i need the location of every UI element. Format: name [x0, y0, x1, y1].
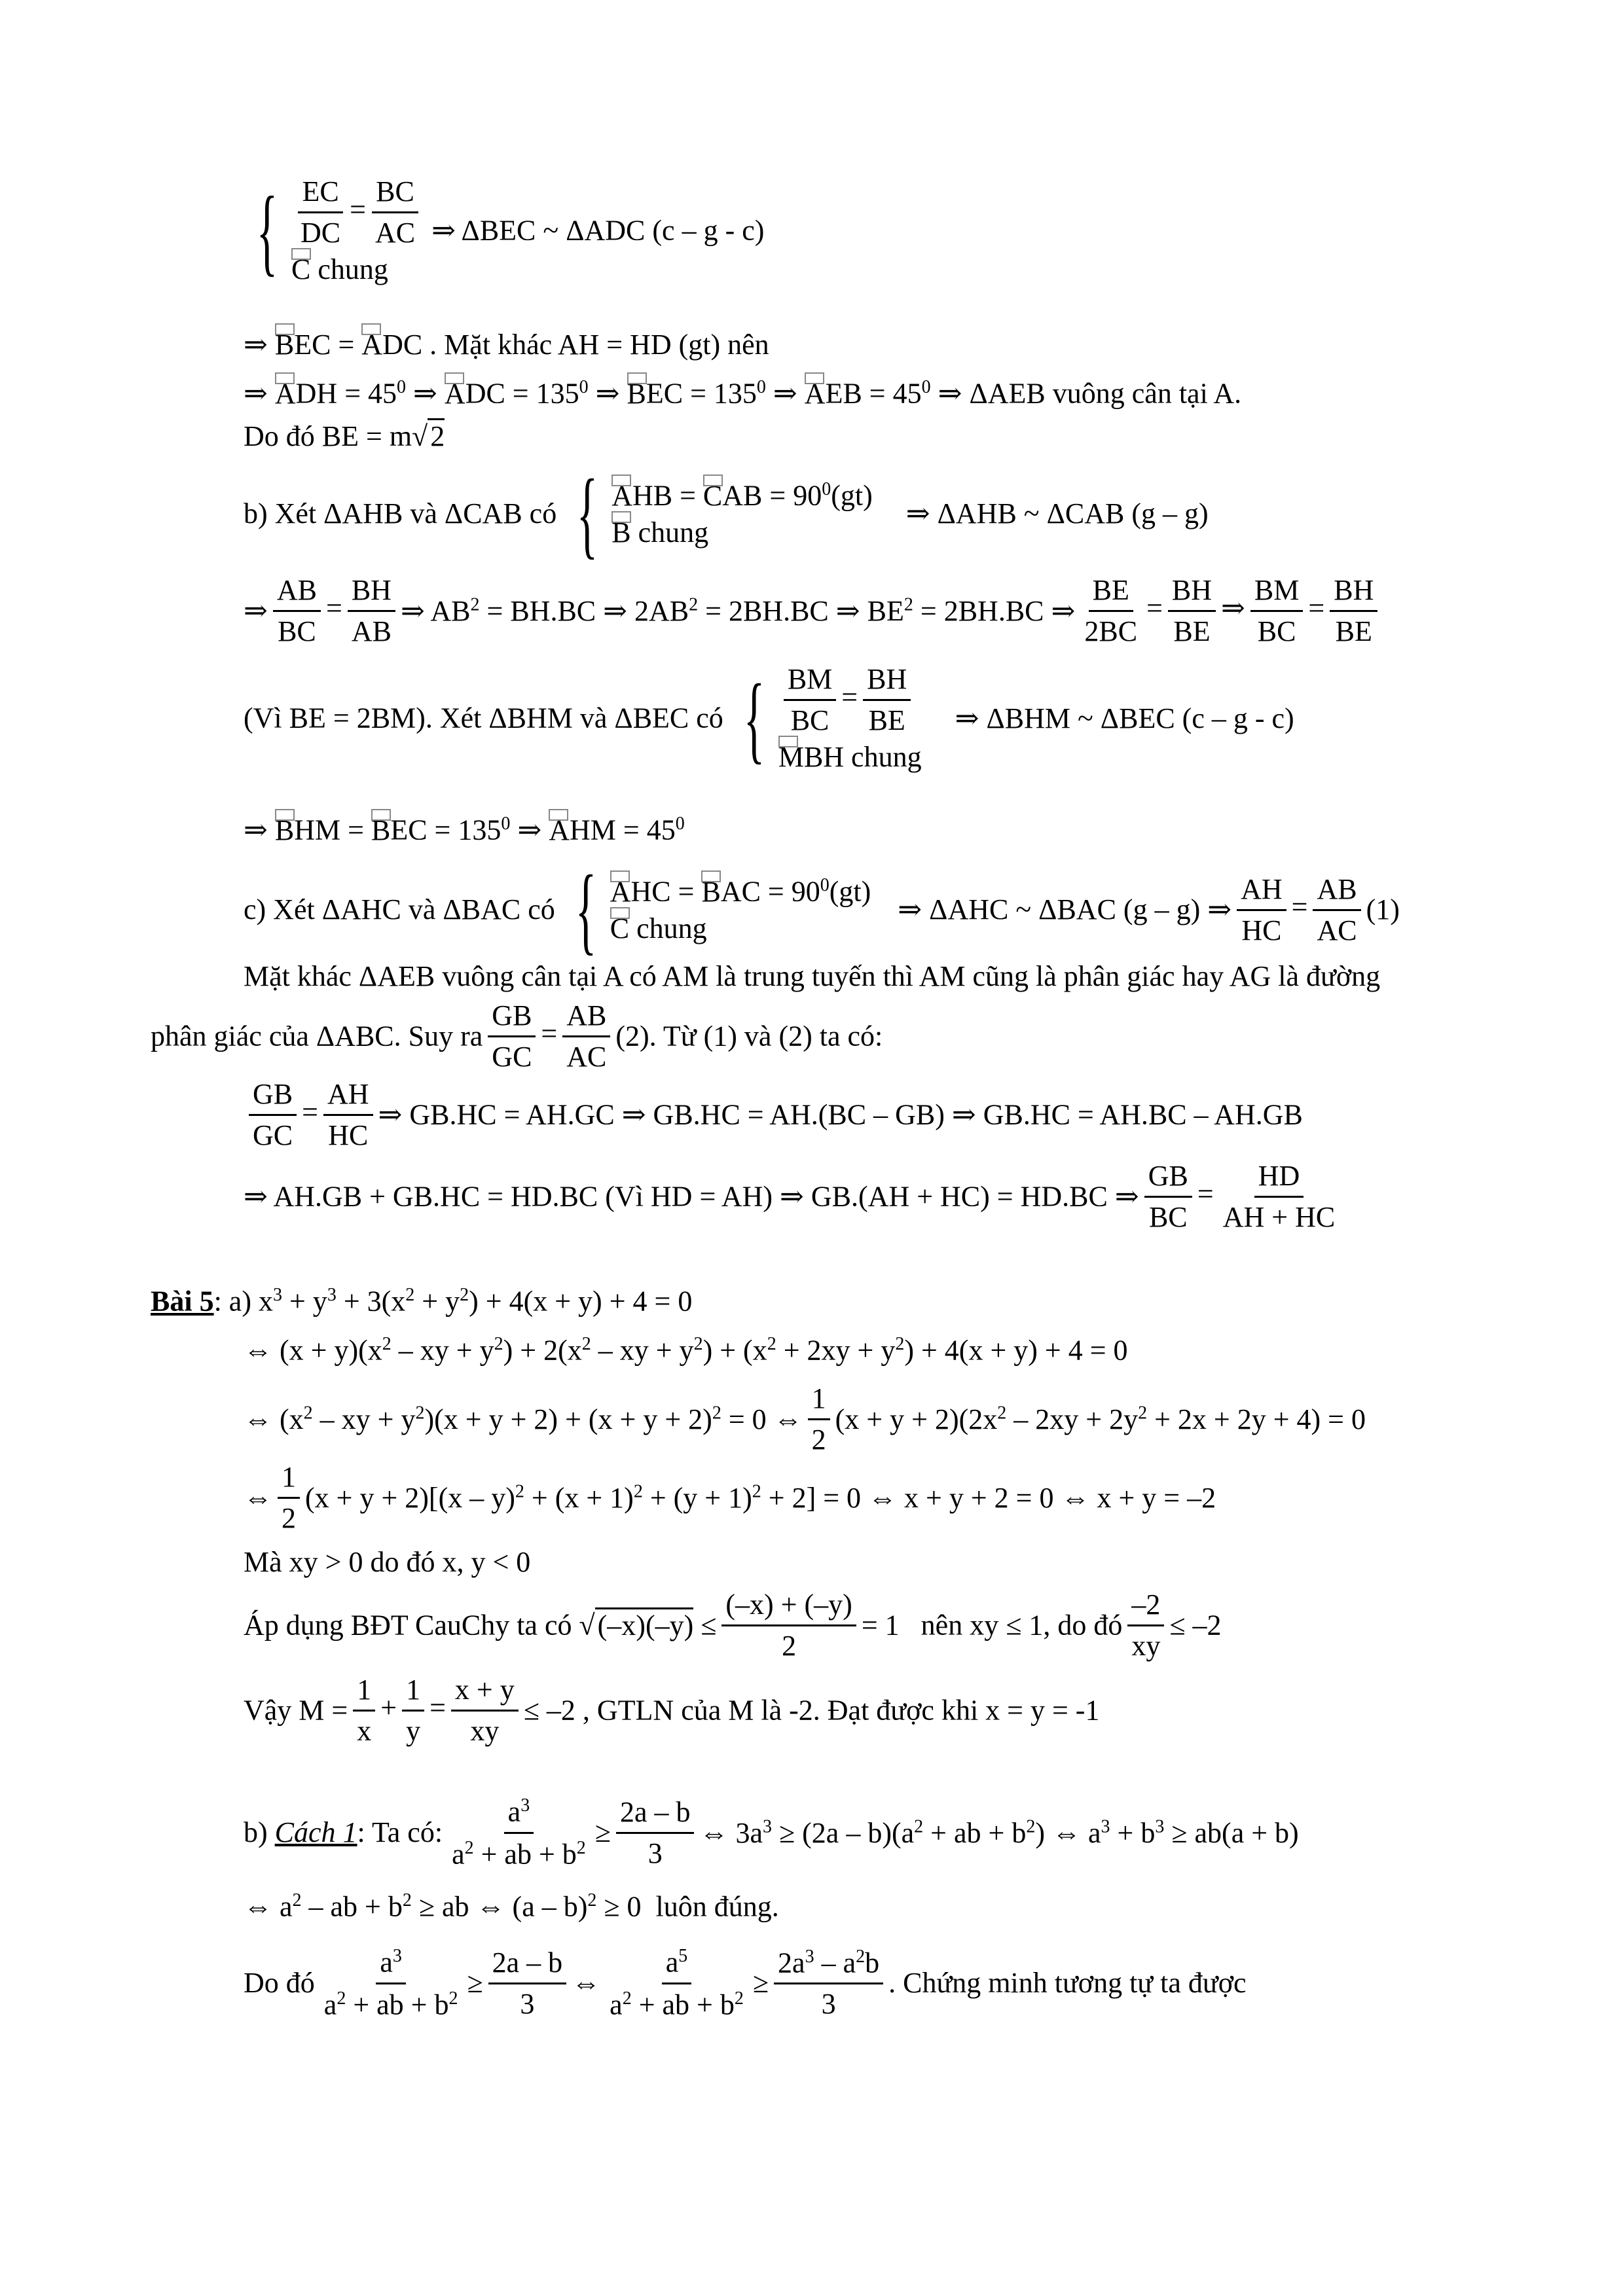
- line-10: Mặt khác ΔAEB vuông cân tại A có AM là trung tuyến thì AM cũng là phân giác hay AG là đường: [244, 960, 1381, 992]
- brace: {: [256, 176, 278, 285]
- line-5: b) Xét ΔAHB và ΔCAB có { AHB = CAB = $90^0(gt)$ B chung ⇒ ΔAHB ~ ΔCAB (g – g): [244, 459, 1209, 568]
- line-3: ⇒ ADH = $45^0$ ⇒ ADC = $135^0$ ⇒ BEC = $135^0$ ⇒ AEB = $45^0$ ⇒ ΔAEB vuông cân tại A.: [244, 377, 1242, 410]
- line-20: Vậy M = $\frac{1}{x}$ + $\frac{1}{y}$ = $\frac{x + y}{xy}$ ≤ –2 , GTLN của M là -2. Đạt được khi x = y = -1: [244, 1674, 1100, 1747]
- line-7: (Vì BE = 2BM). Xét ΔBHM và ΔBEC có { $\frac{BM}{BC}$ = $\frac{BH}{BE}$ MBH chung ⇒ ΔBHM ~ ΔBEC (c – g - c): [244, 663, 1294, 773]
- line-17: ⇔ $\frac{1}{2}$ $(x + y + 2)[(x - y)^2 + (x + 1)^2 + (y + 1)^2 + 2] = 0$ ⇔ x + y + 2 = 0 ⇔ x + y = –2: [244, 1461, 1216, 1534]
- line-21: b) Cách 1: Ta có: $\frac{a^3}{a^2 + ab + b^2}$ ≥ $\frac{2a - b}{3}$ ⇔ $3a^3 \ge (2a - b)(a^2$ + ab + $b^2$) ⇔ $a^3 + b^3 \ge ab(a + b)$: [244, 1795, 1299, 1871]
- line-2: ⇒ BEC = ADC . Mặt khác AH = HD (gt) nên: [244, 329, 769, 361]
- system: $\frac{EC}{DC}$ = $\frac{BC}{AC}$ C chung: [291, 173, 424, 288]
- line-22: ⇔ $a^2$ – ab + $b^2$ ≥ ab ⇔ (a – b)$^2$ ≥ 0 luôn đúng.: [244, 1890, 779, 1923]
- line-19: Áp dụng BĐT CauChy ta có √(–x)(–y) ≤ $\frac{(-x) + (-y)}{2}$ = 1 nên xy ≤ 1, do đó $\frac{-2}{xy}$ ≤ –2: [244, 1588, 1222, 1662]
- line-1: { $\frac{EC}{DC}$ = $\frac{BC}{AC}$ C chung ⇒ ΔBEC ~ ΔADC (c – g - c): [244, 173, 764, 288]
- line-16: ⇔ ($x^2$ – xy + $y^2)(x + y + 2) + (x + y + 2)^2 = 0$ ⇔ $\frac{1}{2}$ $(x + y + 2)(2x^2 - 2xy + 2y^2 + 2x + 2y + 4) = 0$: [244, 1382, 1366, 1456]
- line-4: Do đó BE = m√2: [244, 422, 445, 451]
- line-13: ⇒ AH.GB + GB.HC = HD.BC (Vì HD = AH) ⇒ GB.(AH + HC) = HD.BC ⇒ $\frac{GB}{BC}$ = $\frac{HD}{AH + HC}$: [244, 1160, 1336, 1233]
- line-8: ⇒ BHM = BEC = $135^0$ ⇒ AHM = $45^0$: [244, 814, 685, 846]
- line-11: phân giác của ΔABC. Suy ra $\frac{GB}{GC}$ = $\frac{AB}{AC}$ (2). Từ (1) và (2) ta có:: [151, 999, 883, 1073]
- line-9: c) Xét ΔAHC và ΔBAC có { AHC = BAC = $90^0(gt)$ C chung ⇒ ΔAHC ~ ΔBAC (g – g) ⇒ $\frac{AH}{HC}$ = $\frac{AB}{AC}$ (1): [244, 855, 1400, 964]
- line-23: Do đó $\frac{a^3}{a^2 + ab + b^2}$ ≥ $\frac{2a - b}{3}$ ⇔ $\frac{a^5}{a^2 + ab + b^2}$ ≥ $\frac{2a^3 - a^2b}{3}$ . Chứng minh tương tự ta được: [244, 1946, 1247, 2021]
- line-6: ⇒ $\frac{AB}{BC}$ = $\frac{BH}{AB}$ ⇒ $AB^2 = BH.BC$ ⇒ $2AB^2 = 2BH.BC$ ⇒ $BE^2 = 2BH.BC$ ⇒ $\frac{BE}{2BC}$ = $\frac{BH}{BE}$ ⇒ $\frac{BM}{BC}$ = $\frac{BH}{BE}$: [244, 576, 1383, 646]
- line-12: $\frac{GB}{GC}$ = $\frac{AH}{HC}$ ⇒ GB.HC = AH.GC ⇒ GB.HC = AH.(BC – GB) ⇒ GB.HC = AH.BC – AH.GB: [244, 1080, 1303, 1150]
- line-15: ⇔ $(x + y)(x^2$ – xy + $y^2) + 2(x^2$ – xy + $y^2) + (x^2 + 2xy + y^2) + 4(x + y) + 4 = 0$: [244, 1334, 1128, 1367]
- line-14: Bài 5: a) $x^3 + y^3 + 3(x^2 + y^2) + 4(x + y) + 4 = 0$: [151, 1285, 693, 1318]
- line-18: Mà xy > 0 do đó x, y < 0: [244, 1546, 531, 1578]
